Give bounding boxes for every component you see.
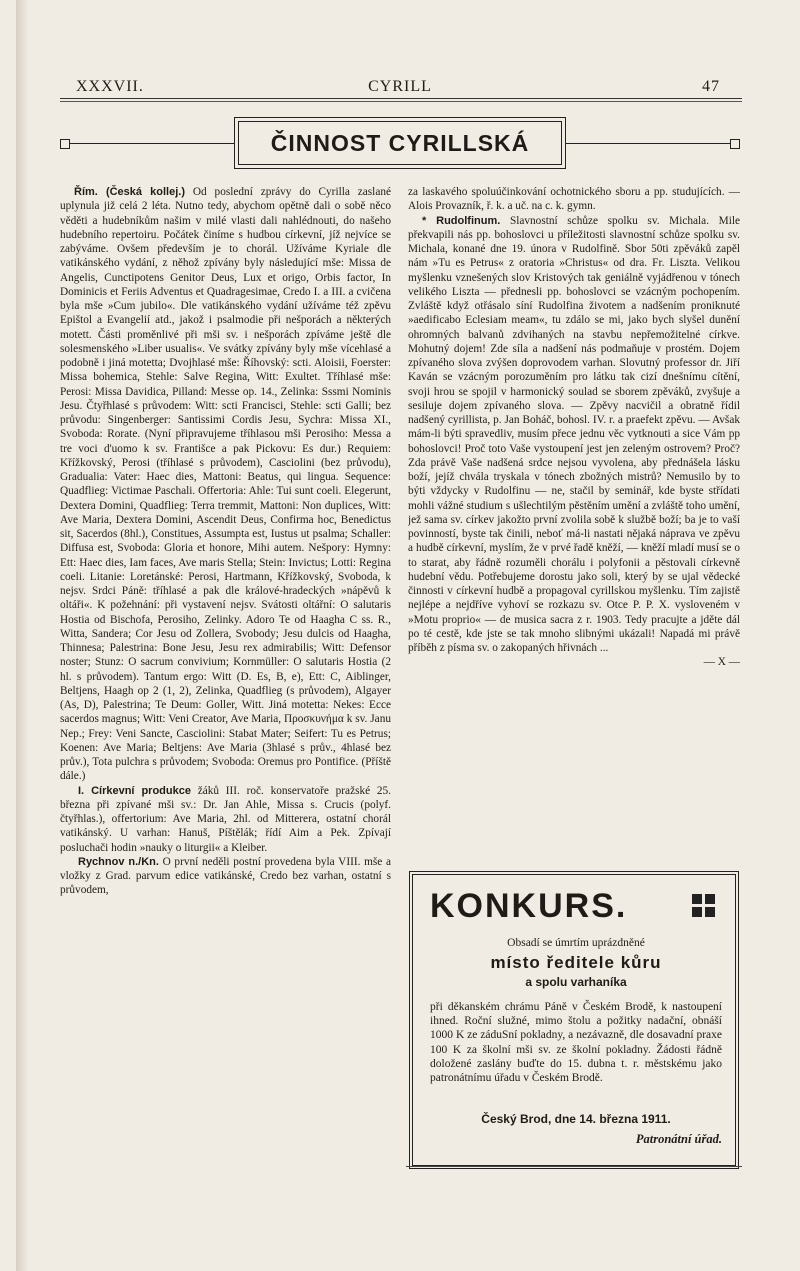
page-number: 47	[702, 78, 720, 95]
article-heading: Řím. (Česká kollej.)	[74, 186, 185, 198]
notice-date: Český Brod, dne 14. března 1911.	[481, 1112, 671, 1126]
square-ornament-right	[730, 139, 740, 149]
square-ornament-left	[60, 139, 70, 149]
article-continuation: za laskavého spoluúčinkování ochotnického sboru a pp. studujících. — Alois Provazník, ř. k. a uč. na c. k. gymn.	[408, 186, 740, 213]
article-signature: — X —	[703, 656, 740, 669]
notice-line2: místo ředitele kůru	[490, 952, 662, 972]
article-heading: I. Církevní produkce	[78, 784, 191, 797]
title-rule-left	[70, 143, 234, 144]
bottom-rule	[406, 1166, 742, 1167]
notice-body: při děkanském chrámu Páně v Českém Brodě, k nastoupení ihned. Roční služné, mimo štolu a požitky nadační, obnáší 1000 K ze záduSní pokladny, a nezávazně, dle dosavadní praxe 100 K za školní mši sv. ze školní pokladny. Žádosti řádně doložené zaslány buďte do 15. dubna t. r. městskému jako patronátnímu úřadu v Českém Brodě.	[430, 1001, 722, 1085]
article-produkce: I. Církevní produkce žáků III. roč. konservatoře pražské 25. března při zpívané mši sv.: Dr. Jan Ahle, Missa s. Crucis (polyf. čtyřhlas.), offertorium: Ave Maria, 2hl. od Mitterera, ostatní chorál vatikánský. U varhan: Hanuš, Píštělák; řídí Aim a Pek. Zpívají posluchači hodin »nauky o liturgii« a Kleiber.	[60, 784, 391, 854]
article-heading: Rychnov n./Kn.	[78, 855, 159, 868]
binding-shadow	[16, 0, 28, 1271]
notice-title: KONKURS.	[430, 887, 628, 925]
notice-line1: Obsadí se úmrtím uprázdněné	[507, 937, 645, 949]
konkurs-notice	[409, 871, 739, 1169]
header-rule	[60, 98, 742, 99]
notice-lead	[430, 936, 722, 989]
running-header	[60, 76, 740, 96]
right-column	[408, 185, 740, 867]
notice-office: Patronátní úřad.	[635, 1132, 722, 1146]
header-rule-thin	[60, 101, 742, 102]
volume-number: XXXVII.	[76, 78, 144, 95]
section-title: ČINNOST CYRILLSKÁ	[234, 117, 566, 169]
left-column	[60, 185, 391, 1185]
article-rudolfinum: * Rudolfinum. Slavnostní schůze spolku sv. Michala. Mile překvapili nás pp. bohoslovci u příležitosti slavnostní schůze spolku sv. Michala, konané dne 19. února v Rudolfině. Sbor 50ti zpěváků zapěl nám »Tu es Petrus« z oratoria »Christus« od dra. Fr. Liszta. Velikou myšlenku vznešených slov Kristových tak geniálně vyjádřenou v tónech velikého Liszta — přednesli pp. bohoslovci se vzácným pochopením. Zvláště když otřásalo síní Rudolfina životem a nadšením proniknuté »aedificabo Eclesiam meam«, tu zdálo se mi, jako bych slyšel dunění ohromných balvanů zdvihaných na stavbu nepřemožitelné církve. Mohutný dojem! Zde síla a nadšení nás podmaňuje v prostém. Dojem zpívaného slova zvýšen doprovodem varhan. Slovutný professor dr. Jiří Kaván se vzácným porozuměním pro látku tak cizí dnešnímu cítění, svoji hrou se spojil v harmonický soulad se sborem zpěváků, zvyšuje a sesiluje dojem zpívaného slova. — Zpěvy nacvičil a obratně řídil nadšený cyrillista, p. Jan Boháč, bohosl. IV. r. a praefekt zpěvu. — Avšak mám-li býti spravedliv, musím přece jednu věc vytknouti a sice Vám pp bohoslovci! Proč toto Vaše vystoupení jest jen zeleným ostrovem? Proč? Zda právě Vaše nadšená srdce nejsou vyvolena, aby přednášela lásku boží, jejíž chvála tryskala v tónech zbožných mistrů? Nemusilo by to býti vždycky v Rudolfinu — ne, stačil by seminář, kde byste střídati mohli vážné studium s ušlechtilým pěstěním umění a zvláště toho umění, jež sama sv. církev jakožto první zvolila sobě k službě boží; ba je to vaší povinností, byste tak činili, neboť má-li nastati nějaká náprava ve zpěvu a hudbě církevní, myslím, že v prvé řadě kněží, — kněží mladí musí se o to starat, aby řádně rozuměli chorálu i polyfonii a pěstovali církevně hudební vědu. Potřebujeme dorostu jako soli, který by se ujal vědecké činnosti v církevní hudbě a propagoval cyrillskou myšlenku. Tím zajistě nejlépe a nejdříve vyhoví se rozkazu sv. Otce P. P. X. vysloveném v »Motu proprio« — de musica sacra z r. 1903. Tedy pracujte a jděte dál po té cestě, kde jste se tak mnoho slibnými ukázali! Napadá mi právě příběh z písma sv. o zakopaných hřivnách ...	[408, 214, 740, 654]
title-rule-right	[566, 143, 730, 144]
notice-line3: a spolu varhaníka	[525, 974, 627, 989]
journal-name: CYRILL	[368, 78, 432, 95]
article-heading: * Rudolfinum.	[422, 214, 501, 227]
article-rim: Řím. (Česká kollej.) Od poslední zprávy do Cyrilla zaslané uplynula již celá 2 léta. Nutno tedy, abychom opětně dali o sobě něco věděti a hudebníkům našim v milé vlasti dali nahlédnouti, do našeho hudebního repertoiru. Počátek činíme s hudbou církevní, jíž nejvíce se zabýváme. Ovšem především je to chorál. Užíváme Kyriale dle vatikánského vydání, z něhož zpívány byly následující mše: Missa de Angelis, Cunctipotens Genitor Deus, Lux et origo, Orbis factor, In Dominicis et Feriis Adventus et Quadragesimae, Credo I. a III. a cvičena byla mše »Cum jubilo«. Dle vatikánského vydání užíváme též zpěvu Epištol a Evangelií atd., jakož i psalmodie při nešporách a některých motett. Části proměnlivé při mši sv. i nešporách zpíváme ještě dle solesmenského »Liber usualis«. Ve svátky zpívány byly mše vícehlasé a podobně i jiná motetta; Dvojhlasé mše: Říhovský: scti. Aloisii, Foerster: Missa bohemica, Stehle: Salve Regina, Witt: Exultet. Tříhlasé mše: Perosi: Missa Davidica, Pilland: Messe op. 14., Zelinka: Sssmi Nominis Jesu. Čtyřhlasé s průvodem: Witt: scti Francisci, Stehle: scti Galli; bez průvodu: Singenberger: Santissimi Cordis Jesu, Sychra: Missa XI., Svoboda: Rorate. (Nyní připravujeme tříhlasou mši Perosiho: Messa a tre voci d'uomo k sv. Františce a pak Pickovu: Es dur.) Requiem: Křížkovský, Perosi (tříhlasé s průvodem), Casciolini (bez průvodu), Gradualia: Vater: Haec dies, Mattoni: Beatus, qui lingua. Sequence: Quadflieg: Victimae Paschali. Offertoria: Ahle: Tui sunt coeli. Elegerunt, Dextera Domini, Quadflieg: Terra tremmit, Mattoni: Non duplices, Witt: Ave Maria, Dextera Domini, Ascendit Deus, Confirma hoc, Benedictus sit, Sacerdos (8hl.), Constitues, Assumpta est, Iustus ut psalma; Schaller: Diffusa est, Svoboda: Gloria et honore, Mihi autem. Nešpory: Hymny: Ett: Haec dies, Iam faces, Ave maris Stella; Stein: Invictus; Lotti: Regina coeli. Litanie: Loretánské: Perosi, Hartmann, Křížkovský, Svoboda, k nejsv. Srdci Páně: tříhlasé a pak dle králové-hradeckých »nápěvů k oltáři«. K požehnání: při vystavení nejsv. Svátosti oltářní: O salutaris Hostia od Bischofa, Perosiho, Zelinky. Adoro Te od Haagha C ss. R., Witta, Sandera; Cor Jesu od Zollera, Svobody; Jesu dulcis od Haagha, Thinnesa; Palestrina: Bone Jesu, Jesu rex admirabilis; Witt: Defensor noster; Stunz: O sacrum convivium; Kornmüller: O salutaris Hostia (2 hl. s průvodem). Tantum ergo: Witt (D. Es, B, e), Ett: C, Aiblinger, Beltjens, Haagh op 2 (1, 2), Zelinka, Quadflieg (s průvodem), Algayer (As, D), Palestrina; Te Deum: Goller, Witt. Jiná motetta: Nekes: Ecce sacerdos magnus; Witt: Veni Creator, Ave Maria, Προσκυνήμα k sv. Janu Nep.; Frey: Veni Sancte, Casciolini: Stabat Mater; Seifert: Tu es Petrus; Koenen: Ave Maria; Beltjens: Ave Maria (3hlasé s prův., 4hlasé bez prův.), Tota pulchra s průvodem; Svoboda: Oremus pro Pontifice. (Příště dále.)	[60, 186, 391, 783]
square-ornament-icon	[692, 894, 716, 918]
article-rychnov: Rychnov n./Kn. O první neděli postní provedena byla VIII. mše a vložky z Grad. parvum edice vatikánské, Credo bez varhan, ostatní s průvodem,	[60, 855, 391, 897]
